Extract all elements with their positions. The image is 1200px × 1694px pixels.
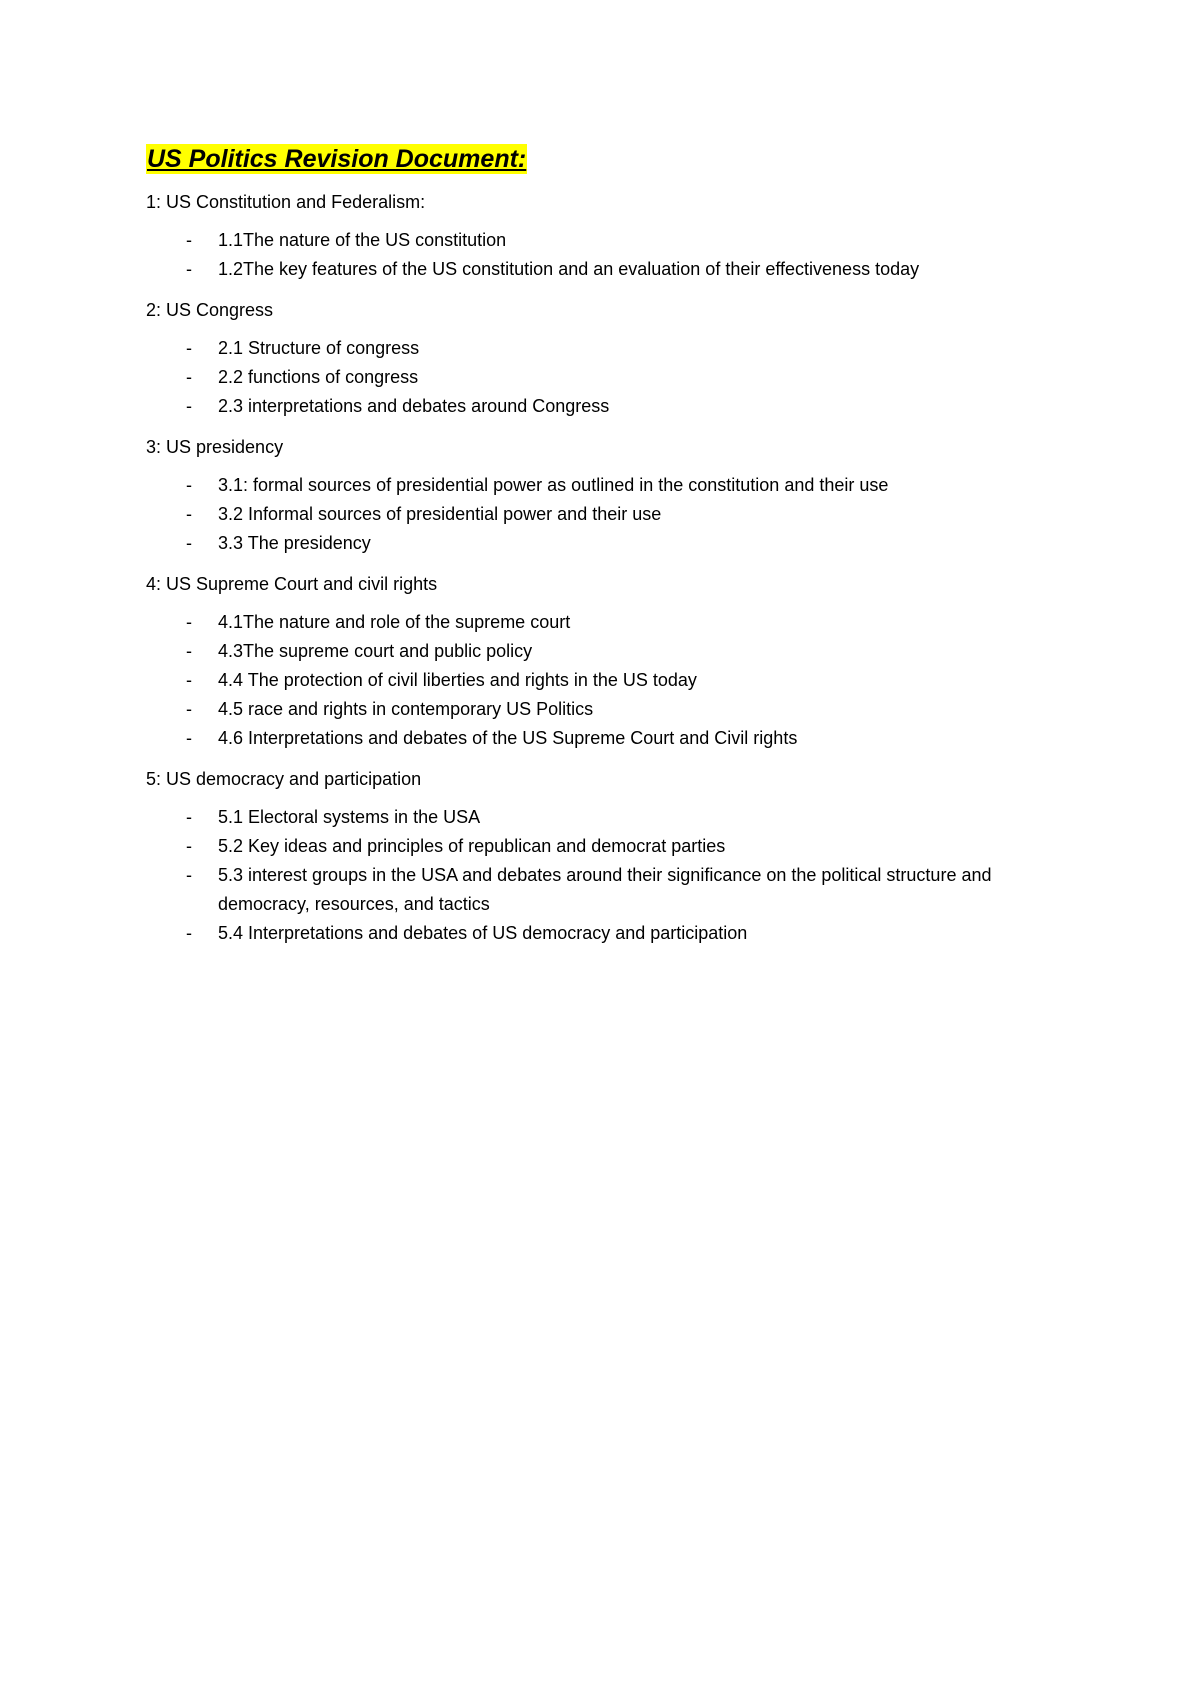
list-item: [146, 637, 1086, 666]
topic-list: [146, 608, 1086, 753]
list-item-text: 3.2 Informal sources of presidential power and their use: [218, 504, 662, 524]
dash-bullet-icon: -: [186, 475, 192, 495]
list-item-text: 3.3 The presidency: [218, 533, 371, 553]
list-item: [146, 861, 1086, 919]
list-item-text: 2.3 interpretations and debates around Congress: [218, 396, 610, 416]
section-heading: 4: US Supreme Court and civil rights: [146, 574, 438, 594]
list-item: [146, 832, 1086, 861]
dash-bullet-icon: -: [186, 367, 192, 387]
dash-bullet-icon: -: [186, 338, 192, 358]
list-item-text: 5.1 Electoral systems in the USA: [218, 807, 481, 827]
topic-list: [146, 334, 1086, 421]
topic-list: [146, 226, 1086, 284]
dash-bullet-icon: -: [186, 670, 192, 690]
dash-bullet-icon: -: [186, 641, 192, 661]
dash-bullet-icon: -: [186, 533, 192, 553]
document-content: [146, 144, 1086, 962]
section-heading: 2: US Congress: [146, 300, 274, 320]
dash-bullet-icon: -: [186, 396, 192, 416]
topic-list: [146, 803, 1086, 948]
list-item: [146, 226, 1086, 255]
section: [146, 298, 1086, 421]
list-item: [146, 363, 1086, 392]
section-heading: 1: US Constitution and Federalism:: [146, 192, 426, 212]
topic-list: [146, 471, 1086, 558]
list-item-text: 4.4 The protection of civil liberties and rights in the US today: [218, 670, 697, 690]
list-item: [146, 529, 1086, 558]
list-item-text: 4.3The supreme court and public policy: [218, 641, 533, 661]
section-heading: 5: US democracy and participation: [146, 769, 422, 789]
list-item-text: 1.1The nature of the US constitution: [218, 230, 507, 250]
list-item: [146, 666, 1086, 695]
dash-bullet-icon: -: [186, 836, 192, 856]
dash-bullet-icon: -: [186, 728, 192, 748]
list-item: [146, 695, 1086, 724]
section: [146, 572, 1086, 753]
section: [146, 190, 1086, 284]
list-item-text: 2.2 functions of congress: [218, 367, 419, 387]
list-item: [146, 334, 1086, 363]
list-item-text: 3.1: formal sources of presidential power as outlined in the constitution and their use: [218, 475, 889, 495]
list-item-text: 1.2The key features of the US constitution and an evaluation of their effectiveness today: [218, 259, 920, 279]
list-item: [146, 500, 1086, 529]
list-item: [146, 919, 1086, 948]
list-item: [146, 724, 1086, 753]
list-item-text: 2.1 Structure of congress: [218, 338, 420, 358]
list-item-text: 5.2 Key ideas and principles of republican and democrat parties: [218, 836, 726, 856]
list-item-text: 4.6 Interpretations and debates of the US Supreme Court and Civil rights: [218, 728, 798, 748]
list-item: [146, 608, 1086, 637]
dash-bullet-icon: -: [186, 865, 192, 885]
list-item-text: 5.4 Interpretations and debates of US democracy and participation: [218, 923, 748, 943]
dash-bullet-icon: -: [186, 807, 192, 827]
list-item: [146, 471, 1086, 500]
dash-bullet-icon: -: [186, 923, 192, 943]
list-item-text: 4.5 race and rights in contemporary US Politics: [218, 699, 594, 719]
list-item: [146, 803, 1086, 832]
dash-bullet-icon: -: [186, 230, 192, 250]
dash-bullet-icon: -: [186, 612, 192, 632]
dash-bullet-icon: -: [186, 504, 192, 524]
list-item-text: 4.1The nature and role of the supreme court: [218, 612, 571, 632]
list-item: [146, 392, 1086, 421]
dash-bullet-icon: -: [186, 699, 192, 719]
section-heading: 3: US presidency: [146, 437, 284, 457]
dash-bullet-icon: -: [186, 259, 192, 279]
section: [146, 435, 1086, 558]
section: [146, 767, 1086, 948]
list-item-text: 5.3 interest groups in the USA and debates around their significance on the political structure and democracy, resources, and tactics: [218, 865, 992, 914]
list-item: [146, 255, 1086, 284]
section-list: [146, 190, 1086, 948]
document-title: US Politics Revision Document:: [147, 145, 527, 173]
